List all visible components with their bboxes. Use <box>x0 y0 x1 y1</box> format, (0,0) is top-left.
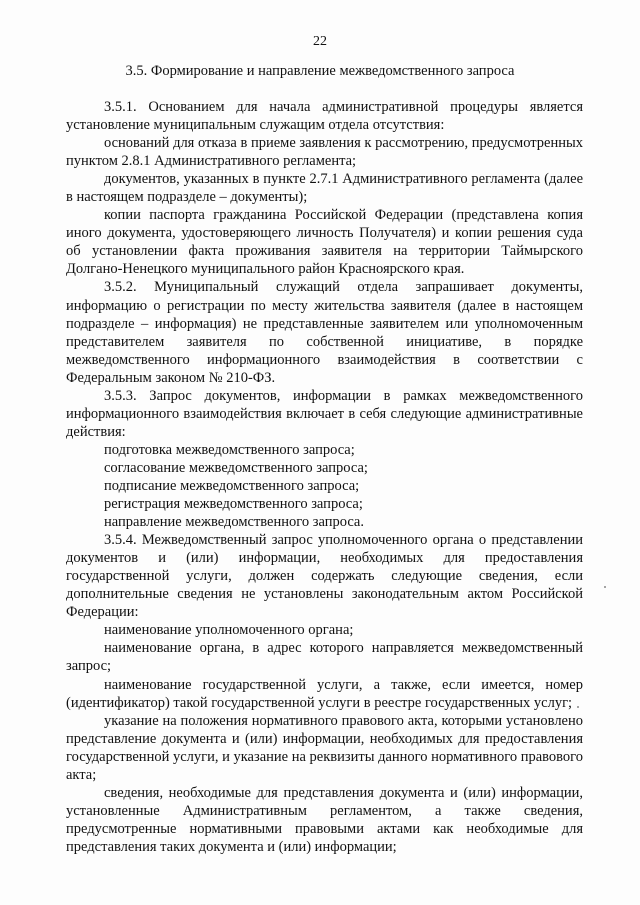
paragraph-3-5-4: 3.5.4. Межведомственный запрос уполномоченного органа о представлении документов и (или) информации, необходимых для предоставления государственной услуги, должен содержать следующие сведения, если дополнительные сведения не установлены законодательным актом Российской Федерации: <box>66 532 583 621</box>
paragraph-3-5-3: 3.5.3. Запрос документов, информации в рамках межведомственного информационного взаимодействия включает в себя следующие административные действия: <box>66 387 583 440</box>
paragraph-grounds: оснований для отказа в приеме заявления к рассмотрению, предусмотренных пунктом 2.8.1 Административного регламента; <box>66 135 583 170</box>
page-number: 22 <box>313 34 327 49</box>
paragraph-documents: документов, указанных в пункте 2.7.1 Административного регламента (далее в настоящем подразделе – документы); <box>66 171 583 206</box>
list-item-authorized-body: наименование уполномоченного органа; <box>104 622 354 639</box>
list-item-registration: регистрация межведомственного запроса; <box>104 496 363 513</box>
list-item-preparation: подготовка межведомственного запроса; <box>104 441 355 458</box>
list-item-signing: подписание межведомственного запроса; <box>104 477 360 494</box>
list-item-recipient-body: наименование органа, в адрес которого направляется межведомственный запрос; <box>66 640 583 675</box>
list-item-approval: согласование межведомственного запроса; <box>104 459 368 476</box>
body-text <box>66 98 583 856</box>
scan-speck <box>577 706 579 708</box>
list-item-service-name: наименование государственной услуги, а также, если имеется, номер (идентификатор) такой государственной услуги в реестре государственных услуг; <box>66 676 583 711</box>
list-item-sending: направление межведомственного запроса. <box>104 514 364 531</box>
paragraph-3-5-1: 3.5.1. Основанием для начала административной процедуры является установление муниципальным служащим отдела отсутствия: <box>66 99 583 134</box>
paragraph-passport-copy: копии паспорта гражданина Российской Федерации (представлена копия иного документа, удостоверяющего личность Получателя) и копии решения суда об установлении факта проживания заявителя на территории Таймырского Долгано-Ненецкого муниципального район Красноярского края. <box>66 207 583 278</box>
paragraph-3-5-2: 3.5.2. Муниципальный служащий отдела запрашивает документы, информацию о регистрации по месту жительства заявителя (далее в настоящем подразделе – информация) не представленные заявителем или уполномоченным представителем заявителя по собственной инициативе, в порядке межведомственного информационного взаимодействия в соответствии с Федеральным законом № 210-ФЗ. <box>66 279 583 386</box>
list-item-legal-act: указание на положения нормативного правового акта, которыми установлено представление документа и (или) информации, необходимых для предоставления государственной услуги, и указание на реквизиты данного нормативного правового акта; <box>66 712 583 783</box>
scan-speck <box>604 586 606 588</box>
section-title: 3.5. Формирование и направление межведомственного запроса <box>125 63 515 79</box>
list-item-required-info: сведения, необходимые для представления документа и (или) информации, установленные Административным регламентом, а также сведения, предусмотренные нормативными правовыми актами как необходимые для представления таких документа и (или) информации; <box>66 784 583 855</box>
